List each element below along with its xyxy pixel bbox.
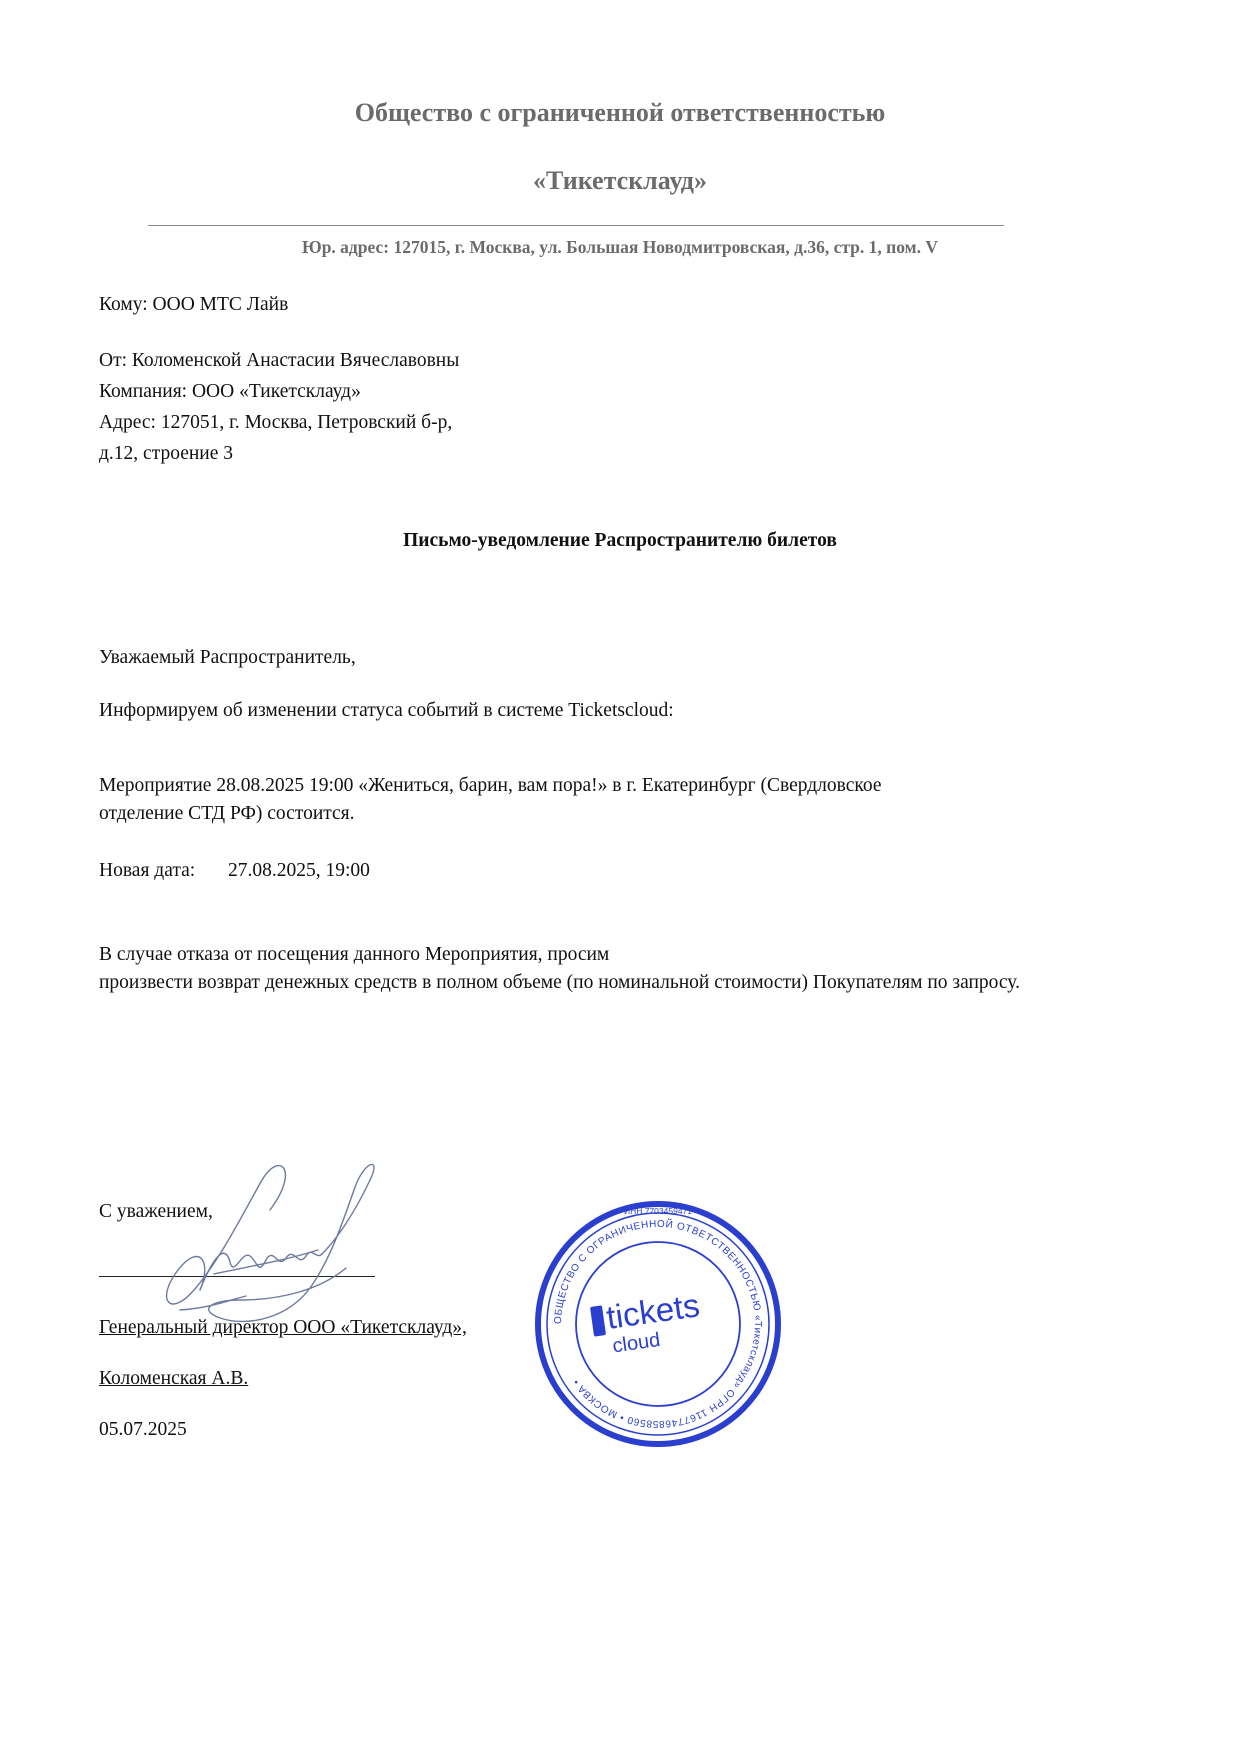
recipient-line: Кому: ООО МТС Лайв xyxy=(99,294,289,315)
greeting: Уважаемый Распространитель, xyxy=(99,647,356,668)
handwritten-signature xyxy=(150,1150,400,1340)
company-name-line1: Общество с ограниченной ответственностью xyxy=(354,98,886,127)
company-name-line2: «Тикетсклауд» xyxy=(533,166,707,195)
sender-address-line2: д.12, строение 3 xyxy=(99,443,234,464)
ticketscloud-logo xyxy=(590,1286,702,1357)
letter-date: 05.07.2025 xyxy=(99,1419,187,1440)
closing: С уважением, xyxy=(99,1201,213,1222)
stamp-outer-text: ОБЩЕСТВО С ОГРАНИЧЕННОЙ ОТВЕТСТВЕННОСТЬЮ «Тикетсклауд» ОГРН 1167746858560 • МОСКВА • xyxy=(552,1218,764,1430)
header-divider xyxy=(148,225,1004,226)
sender-address-line1: Адрес: 127051, г. Москва, Петровский б-р, xyxy=(99,412,453,433)
refund-line1: В случае отказа от посещения данного Мероприятия, просим xyxy=(99,944,610,965)
signer-name: Коломенская А.В. xyxy=(99,1368,249,1389)
sender-company: Компания: ООО «Тикетсклауд» xyxy=(99,381,361,402)
event-line2: отделение СТД РФ) состоится. xyxy=(99,803,355,824)
intro-text: Информируем об изменении статуса событий в системе Ticketscloud: xyxy=(99,700,674,721)
new-date-value: 27.08.2025, 19:00 xyxy=(228,860,370,881)
event-line1: Мероприятие 28.08.2025 19:00 «Жениться, барин, вам пора!» в г. Екатеринбург (Свердловское xyxy=(99,775,882,796)
logo-word-tickets: tickets xyxy=(604,1286,702,1336)
company-stamp xyxy=(534,1200,782,1448)
stamp-inn-text: ИНН 7703459471 xyxy=(623,1206,693,1216)
letter-title: Письмо-уведомление Распространителю билетов xyxy=(403,530,837,551)
refund-line2: произвести возврат денежных средств в полном объеме (по номинальной стоимости) Покупателям по запросу. xyxy=(99,972,1020,993)
logo-word-cloud: cloud xyxy=(611,1328,662,1358)
sender-from: От: Коломенской Анастасии Вячеславовны xyxy=(99,350,460,371)
new-date-label: Новая дата: xyxy=(99,860,196,881)
signer-position: Генеральный директор ООО «Тикетсклауд», xyxy=(99,1317,467,1338)
legal-address: Юр. адрес: 127015, г. Москва, ул. Большая Новодмитровская, д.36, стр. 1, пом. V xyxy=(302,237,938,257)
